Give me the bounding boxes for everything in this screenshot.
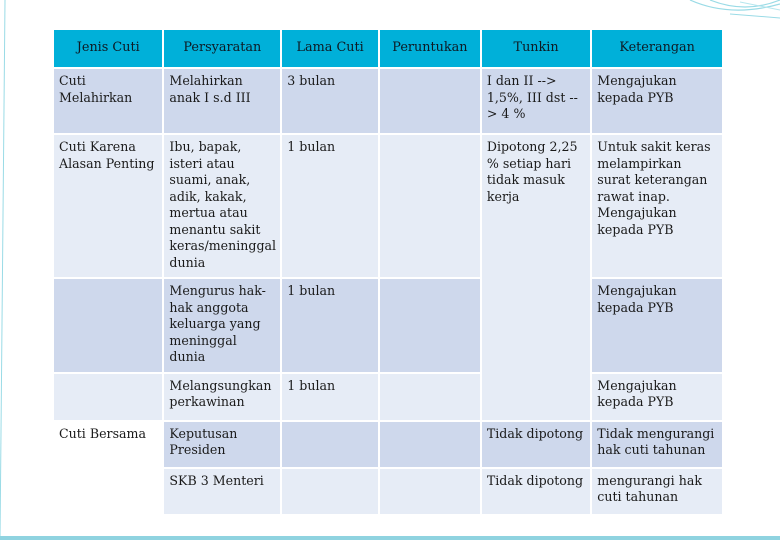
cell-peruntukan bbox=[379, 134, 481, 278]
cell-jenis: Cuti Karena Alasan Penting bbox=[53, 134, 163, 278]
cell-tunkin: I dan II --> 1,5%, III dst --> 4 % bbox=[481, 68, 591, 134]
header-peruntukan: Peruntukan bbox=[379, 29, 481, 68]
cell-peruntukan bbox=[379, 68, 481, 134]
cell-keterangan: Untuk sakit keras melampirkan surat keterangan rawat inap. Mengajukan kepada PYB bbox=[591, 134, 723, 278]
cuti-table bbox=[52, 28, 724, 516]
cell-persyaratan: Keputusan Presiden bbox=[163, 421, 281, 468]
cell-keterangan: Mengajukan kepada PYB bbox=[591, 278, 723, 373]
cell-jenis bbox=[53, 373, 163, 421]
cell-lama bbox=[281, 421, 379, 468]
cell-peruntukan bbox=[379, 421, 481, 468]
cell-persyaratan: Melangsungkan perkawinan bbox=[163, 373, 281, 421]
table-row bbox=[53, 373, 723, 421]
cell-lama: 1 bulan bbox=[281, 134, 379, 278]
cell-tunkin: Dipotong 2,25 % setiap hari tidak masuk kerja bbox=[481, 134, 591, 421]
cell-jenis: Cuti Melahirkan bbox=[53, 68, 163, 134]
cell-keterangan: Tidak mengurangi hak cuti tahunan bbox=[591, 421, 723, 468]
cell-tunkin: Tidak dipotong bbox=[481, 421, 591, 468]
cell-persyaratan: SKB 3 Menteri bbox=[163, 468, 281, 515]
cell-keterangan: Mengajukan kepada PYB bbox=[591, 68, 723, 134]
cell-persyaratan: Melahirkan anak I s.d III bbox=[163, 68, 281, 134]
corner-decoration bbox=[670, 0, 780, 30]
table-row bbox=[53, 68, 723, 134]
header-lama-cuti: Lama Cuti bbox=[281, 29, 379, 68]
cell-persyaratan: Mengurus hak-hak anggota keluarga yang meninggal dunia bbox=[163, 278, 281, 373]
bottom-decoration bbox=[0, 536, 780, 540]
table-header-row bbox=[53, 29, 723, 68]
cell-lama bbox=[281, 468, 379, 515]
header-keterangan: Keterangan bbox=[591, 29, 723, 68]
table-row bbox=[53, 421, 723, 468]
table-row bbox=[53, 134, 723, 278]
cell-peruntukan bbox=[379, 278, 481, 373]
cell-tunkin: Tidak dipotong bbox=[481, 468, 591, 515]
cell-keterangan: mengurangi hak cuti tahunan bbox=[591, 468, 723, 515]
cell-lama: 1 bulan bbox=[281, 278, 379, 373]
header-persyaratan: Persyaratan bbox=[163, 29, 281, 68]
header-tunkin: Tunkin bbox=[481, 29, 591, 68]
cell-persyaratan: Ibu, bapak, isteri atau suami, anak, adik, kakak, mertua atau menantu sakit keras/meninggal dunia bbox=[163, 134, 281, 278]
header-jenis-cuti: Jenis Cuti bbox=[53, 29, 163, 68]
cell-jenis: Cuti Bersama bbox=[53, 421, 163, 515]
cell-lama: 3 bulan bbox=[281, 68, 379, 134]
table-row bbox=[53, 278, 723, 373]
cell-lama: 1 bulan bbox=[281, 373, 379, 421]
left-decoration bbox=[0, 0, 6, 540]
cell-keterangan: Mengajukan kepada PYB bbox=[591, 373, 723, 421]
cell-peruntukan bbox=[379, 373, 481, 421]
cell-peruntukan bbox=[379, 468, 481, 515]
cell-jenis bbox=[53, 278, 163, 373]
